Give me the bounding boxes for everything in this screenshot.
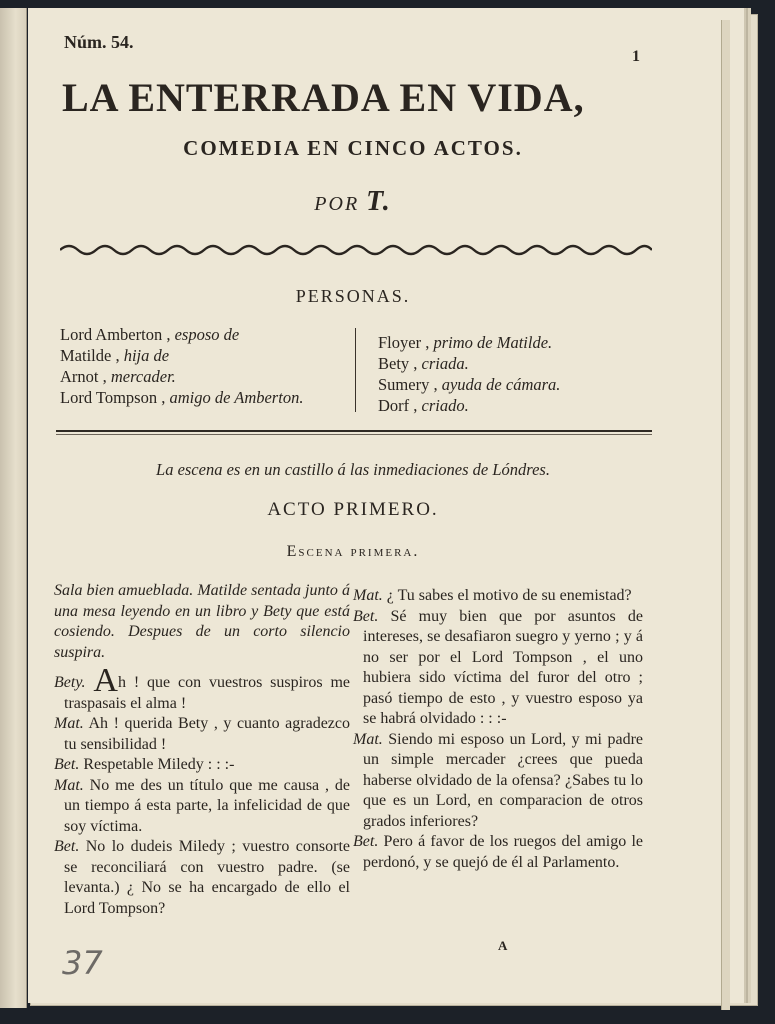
cast-role: primo de Matilde. <box>433 333 553 352</box>
cast-name: Floyer , <box>378 333 430 352</box>
double-rule <box>56 430 652 432</box>
speaker: Mat. <box>54 776 84 794</box>
cast-role: esposo de <box>174 325 240 344</box>
stage-direction: Sala bien amueblada. Matilde sentada junto á una mesa leyendo en un libro y Bety que está cosiendo. Despues de un corto silencio suspira. <box>54 582 350 661</box>
cast-entry <box>378 353 560 374</box>
cast-name: Bety , <box>378 354 418 373</box>
signature-mark: A <box>498 938 508 953</box>
author-por: POR <box>314 193 360 215</box>
act-heading: ACTO PRIMERO. <box>267 499 439 520</box>
double-rule-thin <box>56 434 652 435</box>
speech <box>54 776 350 838</box>
speech <box>353 730 643 833</box>
page-edge <box>721 20 730 1010</box>
handwritten-number: 37 <box>62 944 103 982</box>
speech <box>54 755 350 776</box>
cast-entry <box>378 374 560 395</box>
cast-role: mercader. <box>110 367 176 386</box>
speech <box>54 662 351 714</box>
cast-entry <box>60 366 303 387</box>
page-number: 1 <box>632 48 640 65</box>
speech <box>54 837 350 919</box>
speech <box>353 832 643 873</box>
cast-name: Lord Amberton , <box>60 325 171 344</box>
text-column-left <box>54 581 350 919</box>
speech-text: h ! que con vuestros suspiros me traspasais el alma ! <box>64 674 351 712</box>
cast-name: Sumery , <box>378 375 438 394</box>
cast-role: amigo de Amberton. <box>169 388 304 407</box>
cast-name: Lord Tompson , <box>60 388 166 407</box>
personas-heading: PERSONAS. <box>295 286 411 306</box>
cast-entry <box>60 345 303 366</box>
speech <box>353 607 643 730</box>
play-subtitle: COMEDIA EN CINCO ACTOS. <box>183 136 523 160</box>
cast-role: criada. <box>421 354 469 373</box>
drop-cap: A <box>93 662 118 699</box>
book-spine <box>0 8 27 1008</box>
speaker: Bet. <box>54 756 80 773</box>
cast-role: criado. <box>421 396 469 415</box>
cast-entry <box>60 324 303 345</box>
speech-text: Sé muy bien que por asuntos de intereses, se desafiaron suegro y yerno ; y á no ser por el Lord Tompson , el uno hubiera sido víctima del furor del otro ; pasó tiempo de esto , y vuestro esposo ya se habrá olvidado : : :- <box>363 607 644 727</box>
cast-entry <box>378 395 560 416</box>
cast-name: Arnot , <box>60 367 107 386</box>
speaker: Mat. <box>54 715 84 732</box>
cast-entry <box>60 387 303 408</box>
speaker: Mat. <box>353 730 383 748</box>
text-column-right <box>353 586 643 873</box>
cast-role: hija de <box>123 346 170 365</box>
speech <box>54 714 350 755</box>
cast-divider <box>355 328 356 412</box>
author-line <box>28 186 678 218</box>
cast-list-right <box>378 332 560 416</box>
cast-list-left <box>60 324 303 408</box>
speaker: Mat. <box>353 587 383 604</box>
speech-text: Siendo mi esposo un Lord, y mi padre un simple mercader ¿crees que pueda haberse olvidado de la ofensa? ¿Sabes tu lo que es un Lord, en comparacion de otros grados inferiores? <box>363 730 644 830</box>
cast-role: ayuda de cámara. <box>441 375 561 394</box>
scene-heading: Escena primera. <box>286 543 420 560</box>
speaker: Bet. <box>353 607 379 625</box>
author-initial: T. <box>366 186 392 217</box>
book-page <box>28 8 744 1003</box>
speech-text: No lo dudeis Miledy ; vuestro consorte se reconciliará con vuestro padre. (se levanta.) ¿ No se ha encargado de ello el Lord Tompson? <box>64 838 350 917</box>
issue-number: Núm. 54. <box>64 32 134 52</box>
cast-name: Matilde , <box>60 346 120 365</box>
cast-name: Dorf , <box>378 396 418 415</box>
speaker: Bet. <box>54 838 80 855</box>
speech-text: No me des un título que me causa , de un tiempo á esta parte, la infelicidad de que soy víctima. <box>64 776 350 835</box>
speech-text: ¿ Tu sabes el motivo de su enemistad? <box>386 587 632 604</box>
speech-text: Pero á favor de los ruegos del amigo le perdonó, y se quejó de él al Parlamento. <box>363 833 643 871</box>
wavy-divider <box>60 240 652 260</box>
scene-setting: La escena es en un castillo á las inmediaciones de Lóndres. <box>156 460 550 479</box>
speech-text: Respetable Miledy : : :- <box>83 756 235 773</box>
play-title: LA ENTERRADA EN VIDA, <box>62 75 585 120</box>
speech-text: Ah ! querida Bety , y cuanto agradezco tu sensibilidad ! <box>64 715 350 753</box>
cast-entry <box>378 332 560 353</box>
speaker: Bety. <box>54 674 86 691</box>
speech <box>353 586 643 607</box>
speaker: Bet. <box>353 833 379 850</box>
